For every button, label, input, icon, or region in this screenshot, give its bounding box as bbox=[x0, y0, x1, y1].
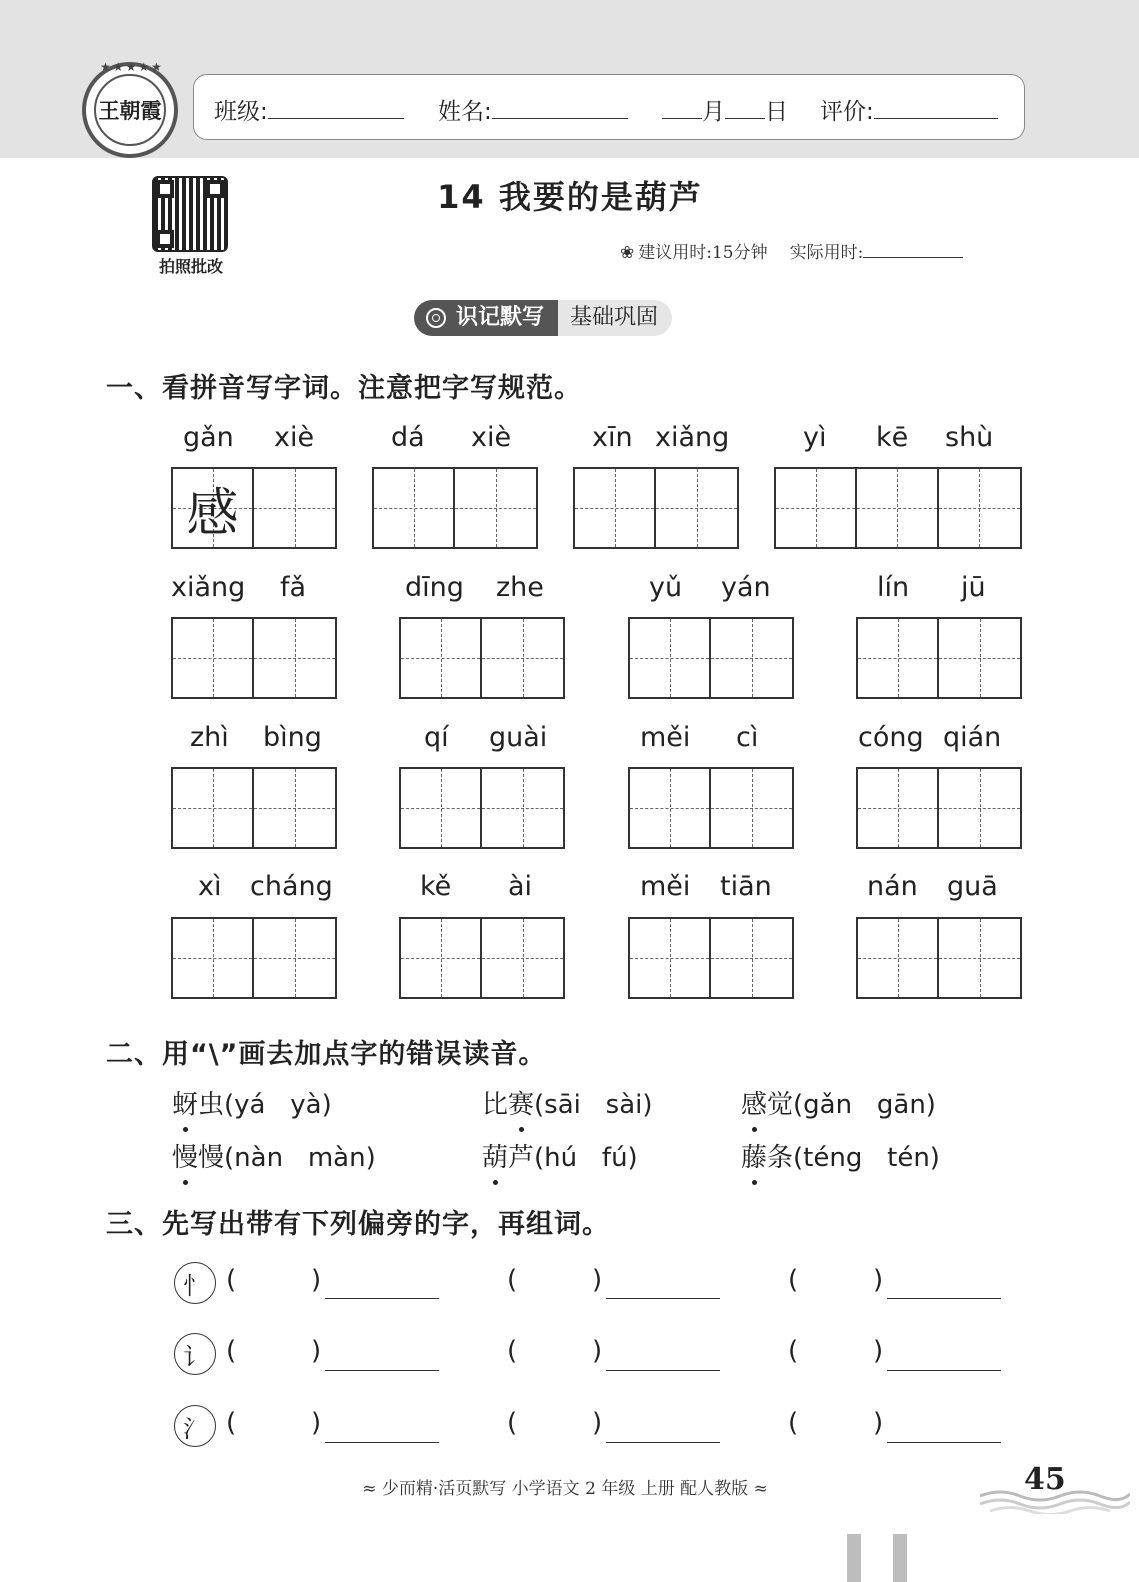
pinyin: měi bbox=[640, 722, 691, 753]
pinyin: nán bbox=[867, 871, 918, 902]
grid-cell[interactable] bbox=[254, 469, 335, 547]
grid-cell[interactable] bbox=[630, 919, 711, 997]
day-field[interactable] bbox=[725, 98, 765, 119]
grid-cell[interactable] bbox=[939, 919, 1020, 997]
grid-cell[interactable] bbox=[630, 619, 711, 697]
writing-grid bbox=[171, 467, 337, 549]
answer-line[interactable] bbox=[606, 1298, 720, 1299]
answer-line[interactable] bbox=[887, 1370, 1001, 1371]
pinyin: xiè bbox=[471, 422, 512, 453]
grid-cell[interactable] bbox=[482, 619, 563, 697]
writing-grid bbox=[573, 467, 739, 549]
month-field[interactable] bbox=[662, 98, 702, 119]
pinyin-options[interactable]: (sāi sài) bbox=[534, 1090, 653, 1120]
open-paren: ( bbox=[788, 1265, 799, 1295]
pinyin-options[interactable]: (gǎn gān) bbox=[793, 1090, 936, 1120]
pinyin: lín bbox=[877, 572, 910, 603]
medal-icon bbox=[426, 308, 446, 328]
pinyin: xiǎng bbox=[655, 422, 730, 453]
grid-cell[interactable] bbox=[939, 619, 1020, 697]
rating-field[interactable] bbox=[874, 98, 998, 119]
grid-cell[interactable] bbox=[254, 919, 335, 997]
flower-icon: ❀ bbox=[620, 243, 635, 263]
answer-line[interactable] bbox=[606, 1370, 720, 1371]
grid-cell[interactable] bbox=[401, 619, 482, 697]
answer-line[interactable] bbox=[325, 1370, 439, 1371]
dotted-char: 感 bbox=[741, 1090, 768, 1120]
grid-cell[interactable] bbox=[630, 769, 711, 847]
pinyin: yì bbox=[803, 422, 827, 453]
pinyin-options[interactable]: (hú fú) bbox=[534, 1143, 638, 1173]
qr-caption: 拍照批改 bbox=[158, 257, 223, 276]
pinyin: cháng bbox=[250, 871, 333, 902]
pinyin: gǎn bbox=[183, 422, 234, 453]
close-paren: ) bbox=[311, 1408, 322, 1438]
pinyin: tiān bbox=[720, 871, 772, 902]
pinyin: guài bbox=[489, 722, 548, 753]
close-paren: ) bbox=[873, 1336, 884, 1366]
edge-stripe bbox=[847, 1534, 861, 1582]
close-paren: ) bbox=[311, 1336, 322, 1366]
logo-stars: ★★★★★ bbox=[100, 60, 164, 74]
dotted-char: 藤 bbox=[741, 1143, 768, 1173]
pinyin: yǔ bbox=[649, 572, 683, 603]
edge-stripe bbox=[893, 1534, 907, 1582]
pinyin: shù bbox=[945, 422, 994, 453]
open-paren: ( bbox=[507, 1265, 518, 1295]
grid-cell[interactable] bbox=[173, 469, 254, 547]
qr-code[interactable] bbox=[152, 176, 228, 252]
writing-grid bbox=[399, 767, 565, 849]
reading-item: 感觉(gǎn gān) bbox=[741, 1090, 936, 1120]
page-number: 45 bbox=[1024, 1462, 1066, 1497]
writing-grid bbox=[628, 617, 794, 699]
answer-line[interactable] bbox=[325, 1298, 439, 1299]
pinyin-options[interactable]: (yá yà) bbox=[224, 1090, 332, 1120]
question-3-heading: 三、先写出带有下列偏旁的字，再组词。 bbox=[106, 1209, 610, 1240]
close-paren: ) bbox=[873, 1408, 884, 1438]
writing-grid bbox=[171, 917, 337, 999]
writing-grid bbox=[399, 917, 565, 999]
writing-grid bbox=[399, 617, 565, 699]
dotted-char: 赛 bbox=[508, 1090, 535, 1120]
student-info-box bbox=[193, 74, 1025, 140]
writing-grid bbox=[856, 767, 1022, 849]
grid-cell[interactable] bbox=[173, 619, 254, 697]
lesson-title: 14 我要的是葫芦 bbox=[437, 178, 703, 216]
class-field[interactable] bbox=[268, 98, 404, 119]
grid-cell[interactable] bbox=[656, 469, 737, 547]
grid-cell[interactable] bbox=[482, 919, 563, 997]
section-badge bbox=[414, 300, 672, 336]
pinyin: jū bbox=[961, 572, 986, 603]
badge-right-label: 基础巩固 bbox=[552, 300, 672, 336]
grid-cell[interactable] bbox=[575, 469, 656, 547]
grid-cell[interactable] bbox=[857, 469, 938, 547]
badge-left-label: 识记默写 bbox=[456, 305, 545, 330]
month-label: 月 bbox=[702, 99, 725, 125]
pinyin: yán bbox=[721, 572, 771, 603]
grid-cell[interactable] bbox=[776, 469, 857, 547]
writing-grid bbox=[171, 767, 337, 849]
grid-cell[interactable] bbox=[858, 769, 939, 847]
open-paren: ( bbox=[226, 1336, 237, 1366]
rating-label: 评价: bbox=[820, 99, 874, 125]
publisher-logo bbox=[82, 62, 178, 158]
close-paren: ) bbox=[592, 1408, 603, 1438]
pinyin: měi bbox=[640, 871, 691, 902]
pinyin: qí bbox=[424, 722, 449, 753]
time-bar bbox=[620, 238, 1030, 263]
writing-grid bbox=[774, 467, 1022, 549]
answer-line[interactable] bbox=[325, 1442, 439, 1443]
pinyin: dīng bbox=[405, 572, 464, 603]
pinyin: kē bbox=[876, 422, 909, 453]
answer-line[interactable] bbox=[606, 1442, 720, 1443]
grid-cell[interactable] bbox=[939, 469, 1020, 547]
grid-cell[interactable] bbox=[401, 769, 482, 847]
name-field[interactable] bbox=[492, 98, 628, 119]
actual-time-label: 实际用时: bbox=[789, 243, 864, 263]
dotted-char: 慢 bbox=[172, 1143, 199, 1173]
grid-cell[interactable] bbox=[401, 919, 482, 997]
pinyin: xiǎng bbox=[171, 572, 246, 603]
grid-cell[interactable] bbox=[254, 619, 335, 697]
example-char: 感 bbox=[186, 483, 239, 544]
radical-circle: 忄 bbox=[174, 1262, 216, 1304]
name-label: 姓名: bbox=[438, 99, 492, 125]
writing-grid bbox=[856, 617, 1022, 699]
open-paren: ( bbox=[226, 1408, 237, 1438]
grid-cell[interactable] bbox=[254, 769, 335, 847]
radical-circle: 讠 bbox=[174, 1333, 216, 1375]
pinyin: xīn bbox=[592, 422, 633, 453]
grid-cell[interactable] bbox=[173, 769, 254, 847]
writing-grid bbox=[372, 467, 538, 549]
pinyin: kě bbox=[420, 871, 452, 902]
grid-cell[interactable] bbox=[482, 769, 563, 847]
pinyin: xiè bbox=[274, 422, 315, 453]
grid-cell[interactable] bbox=[711, 619, 792, 697]
footer-text: ≈ 少而精·活页默写 小学语文 2 年级 上册 配人教版 ≈ bbox=[362, 1479, 768, 1499]
logo-text: 王朝霞 bbox=[94, 74, 166, 146]
open-paren: ( bbox=[507, 1408, 518, 1438]
open-paren: ( bbox=[788, 1336, 799, 1366]
pinyin: dá bbox=[391, 422, 425, 453]
grid-cell[interactable] bbox=[939, 769, 1020, 847]
pinyin-options[interactable]: (téng tén) bbox=[793, 1143, 940, 1173]
open-paren: ( bbox=[226, 1265, 237, 1295]
pinyin: xì bbox=[198, 871, 222, 902]
close-paren: ) bbox=[311, 1265, 322, 1295]
grid-cell[interactable] bbox=[173, 919, 254, 997]
grid-cell[interactable] bbox=[711, 769, 792, 847]
grid-cell[interactable] bbox=[711, 919, 792, 997]
pinyin: qián bbox=[943, 722, 1002, 753]
pinyin: ài bbox=[508, 871, 533, 902]
dotted-char: 葫 bbox=[482, 1143, 509, 1173]
grid-cell[interactable] bbox=[858, 919, 939, 997]
class-label: 班级: bbox=[214, 99, 268, 125]
close-paren: ) bbox=[592, 1336, 603, 1366]
reading-item: 藤条(téng tén) bbox=[741, 1143, 940, 1173]
open-paren: ( bbox=[507, 1336, 518, 1366]
question-2-heading: 二、用“\”画去加点字的错误读音。 bbox=[106, 1039, 547, 1070]
pinyin-options[interactable]: (nàn màn) bbox=[224, 1143, 376, 1173]
pinyin: fǎ bbox=[280, 572, 307, 603]
grid-cell[interactable] bbox=[455, 469, 536, 547]
answer-line[interactable] bbox=[887, 1442, 1001, 1443]
pinyin: guā bbox=[947, 871, 998, 902]
pinyin: cì bbox=[736, 722, 759, 753]
radical-circle: 氵 bbox=[174, 1405, 216, 1447]
writing-grid bbox=[171, 617, 337, 699]
reading-item: 慢慢(nàn màn) bbox=[172, 1143, 376, 1173]
day-label: 日 bbox=[765, 99, 788, 125]
open-paren: ( bbox=[788, 1408, 799, 1438]
close-paren: ) bbox=[592, 1265, 603, 1295]
reading-item: 蚜虫(yá yà) bbox=[172, 1090, 332, 1120]
writing-grid bbox=[628, 917, 794, 999]
close-paren: ) bbox=[873, 1265, 884, 1295]
pinyin: zhe bbox=[496, 572, 544, 603]
writing-grid bbox=[628, 767, 794, 849]
pinyin: bìng bbox=[263, 722, 322, 753]
reading-item: 葫芦(hú fú) bbox=[482, 1143, 638, 1173]
reading-item: 比赛(sāi sài) bbox=[482, 1090, 653, 1120]
question-1-heading: 一、看拼音写字词。注意把字写规范。 bbox=[106, 373, 582, 404]
suggested-time: 建议用时:15分钟 bbox=[638, 243, 768, 263]
dotted-char: 蚜 bbox=[172, 1090, 199, 1120]
writing-grid bbox=[856, 917, 1022, 999]
pinyin: zhì bbox=[190, 722, 229, 753]
grid-cell[interactable] bbox=[374, 469, 455, 547]
answer-line[interactable] bbox=[887, 1298, 1001, 1299]
pinyin: cóng bbox=[858, 722, 924, 753]
grid-cell[interactable] bbox=[858, 619, 939, 697]
actual-time-field[interactable] bbox=[863, 243, 963, 258]
